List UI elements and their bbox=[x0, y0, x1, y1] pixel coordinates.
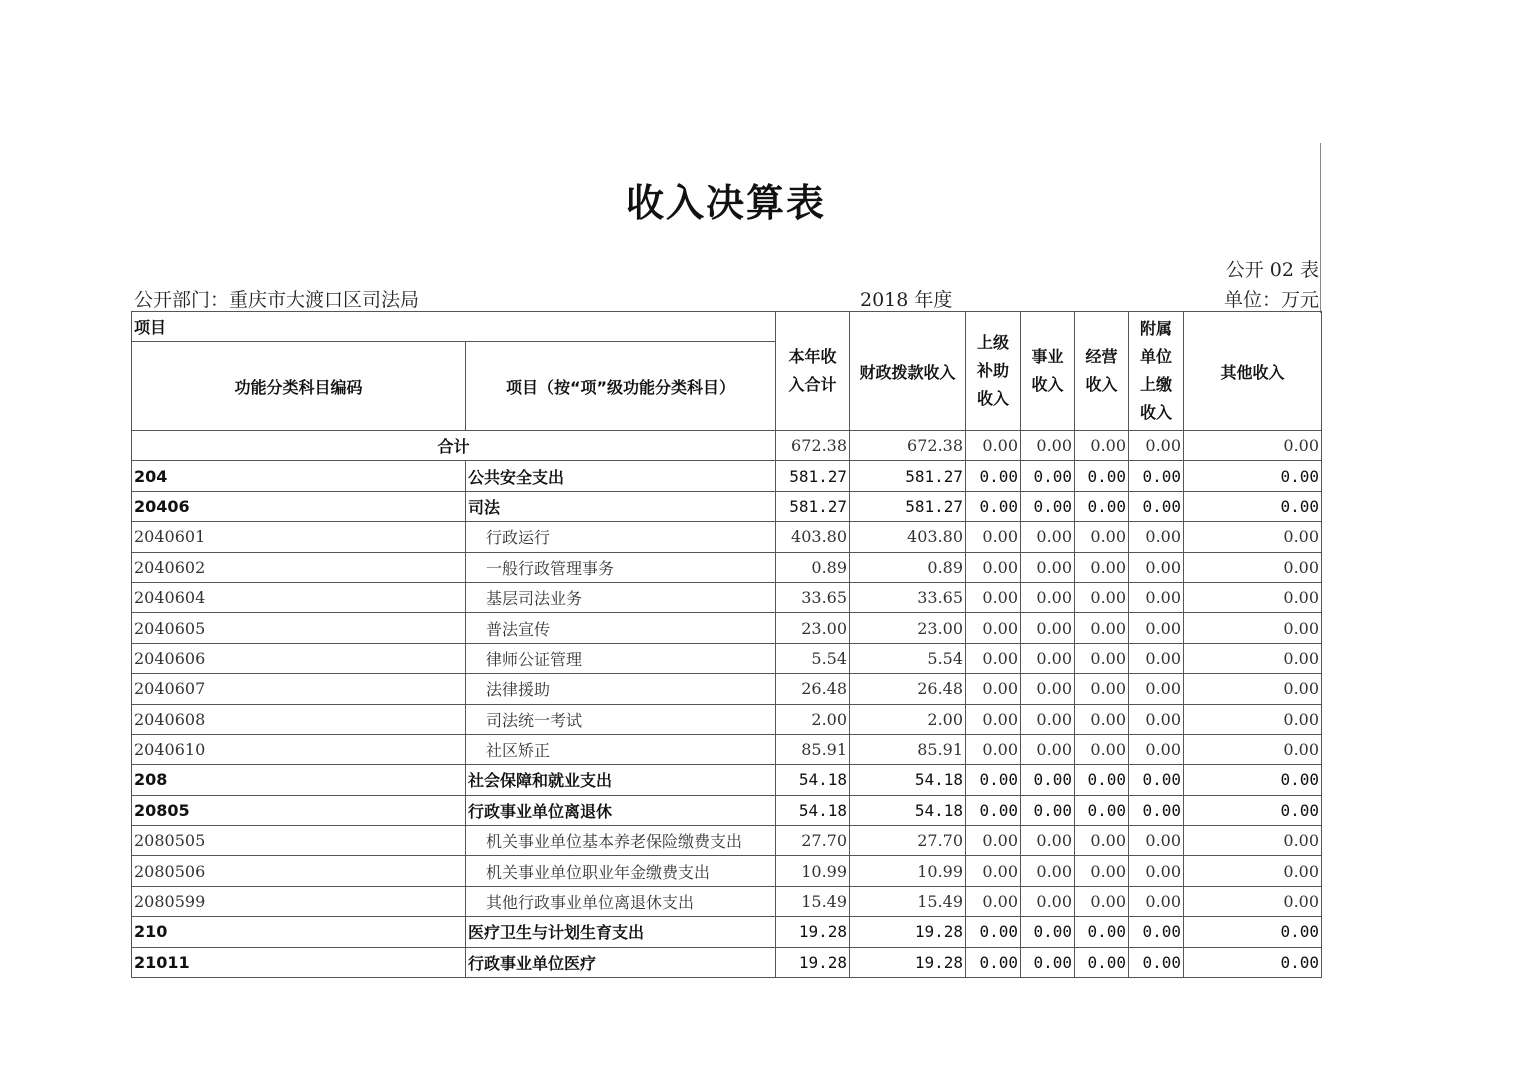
row-value: 0.00 bbox=[1021, 734, 1075, 764]
total-cell: 672.38 bbox=[776, 431, 850, 461]
row-name: 社会保障和就业支出 bbox=[466, 765, 776, 795]
row-code: 2040610 bbox=[132, 734, 466, 764]
row-value: 0.00 bbox=[1075, 491, 1129, 521]
row-value: 0.00 bbox=[966, 917, 1021, 947]
row-value: 0.00 bbox=[1021, 795, 1075, 825]
table-row bbox=[132, 582, 1322, 612]
row-code: 2080599 bbox=[132, 886, 466, 916]
row-value: 0.00 bbox=[1184, 491, 1322, 521]
header-operating-income: 经营收入 bbox=[1075, 312, 1129, 431]
total-cell: 0.00 bbox=[1184, 431, 1322, 461]
total-label: 合计 bbox=[132, 431, 776, 461]
header-superior-subsidy: 上级补助收入 bbox=[966, 312, 1021, 431]
table-row bbox=[132, 643, 1322, 673]
row-value: 5.54 bbox=[850, 643, 966, 673]
row-value: 0.00 bbox=[1184, 947, 1322, 977]
row-value: 0.00 bbox=[1075, 734, 1129, 764]
table-row bbox=[132, 765, 1322, 795]
row-value: 15.49 bbox=[776, 886, 850, 916]
row-value: 0.89 bbox=[850, 552, 966, 582]
row-value: 0.00 bbox=[1184, 582, 1322, 612]
row-value: 0.00 bbox=[966, 795, 1021, 825]
row-value: 26.48 bbox=[850, 674, 966, 704]
row-code: 2040601 bbox=[132, 522, 466, 552]
row-name: 司法统一考试 bbox=[466, 704, 776, 734]
row-value: 0.00 bbox=[966, 643, 1021, 673]
row-value: 5.54 bbox=[776, 643, 850, 673]
row-value: 0.00 bbox=[966, 491, 1021, 521]
header-fiscal-income: 财政拨款收入 bbox=[850, 312, 966, 431]
row-value: 10.99 bbox=[776, 856, 850, 886]
row-value: 0.00 bbox=[1129, 826, 1184, 856]
row-value: 0.00 bbox=[966, 704, 1021, 734]
row-value: 26.48 bbox=[776, 674, 850, 704]
total-cell: 0.00 bbox=[1021, 431, 1075, 461]
fiscal-year: 2018 年度 bbox=[860, 289, 953, 311]
row-value: 0.00 bbox=[1075, 522, 1129, 552]
row-value: 0.00 bbox=[1021, 917, 1075, 947]
row-value: 19.28 bbox=[776, 947, 850, 977]
row-code: 20406 bbox=[132, 491, 466, 521]
row-code: 21011 bbox=[132, 947, 466, 977]
row-value: 0.00 bbox=[966, 582, 1021, 612]
row-value: 0.00 bbox=[966, 674, 1021, 704]
row-value: 0.00 bbox=[1129, 856, 1184, 886]
row-name: 机关事业单位职业年金缴费支出 bbox=[466, 856, 776, 886]
page-edge-line bbox=[1320, 143, 1321, 313]
row-value: 0.00 bbox=[1075, 674, 1129, 704]
row-value: 0.00 bbox=[1021, 704, 1075, 734]
row-value: 0.00 bbox=[1075, 704, 1129, 734]
header-affiliated-income: 附属单位上缴收入 bbox=[1129, 312, 1184, 431]
row-code: 2040606 bbox=[132, 643, 466, 673]
table-row bbox=[132, 795, 1322, 825]
row-value: 0.00 bbox=[1021, 613, 1075, 643]
row-value: 0.00 bbox=[966, 734, 1021, 764]
row-name: 社区矫正 bbox=[466, 734, 776, 764]
row-value: 0.00 bbox=[1129, 704, 1184, 734]
form-number: 公开 02 表 bbox=[1225, 259, 1319, 281]
table-row bbox=[132, 704, 1322, 734]
row-code: 2040608 bbox=[132, 704, 466, 734]
table-row bbox=[132, 552, 1322, 582]
row-value: 0.00 bbox=[1075, 917, 1129, 947]
row-value: 0.00 bbox=[1184, 461, 1322, 491]
row-value: 0.00 bbox=[1075, 765, 1129, 795]
row-value: 0.00 bbox=[1129, 613, 1184, 643]
row-value: 0.00 bbox=[1184, 522, 1322, 552]
row-value: 0.00 bbox=[1021, 552, 1075, 582]
row-value: 0.00 bbox=[1184, 765, 1322, 795]
row-value: 0.00 bbox=[1184, 734, 1322, 764]
row-value: 19.28 bbox=[850, 917, 966, 947]
row-name: 行政事业单位离退休 bbox=[466, 795, 776, 825]
total-cell: 0.00 bbox=[966, 431, 1021, 461]
row-value: 54.18 bbox=[850, 795, 966, 825]
row-value: 23.00 bbox=[850, 613, 966, 643]
row-value: 0.00 bbox=[1075, 643, 1129, 673]
row-value: 0.00 bbox=[1021, 582, 1075, 612]
row-name: 律师公证管理 bbox=[466, 643, 776, 673]
total-row bbox=[132, 431, 1322, 461]
row-value: 0.00 bbox=[966, 765, 1021, 795]
row-value: 0.00 bbox=[1184, 552, 1322, 582]
row-name: 公共安全支出 bbox=[466, 461, 776, 491]
row-value: 0.00 bbox=[966, 461, 1021, 491]
row-value: 0.00 bbox=[1021, 522, 1075, 552]
row-name: 基层司法业务 bbox=[466, 582, 776, 612]
row-value: 0.00 bbox=[1129, 765, 1184, 795]
table-row bbox=[132, 826, 1322, 856]
row-value: 85.91 bbox=[776, 734, 850, 764]
table-row bbox=[132, 674, 1322, 704]
table-row bbox=[132, 886, 1322, 916]
row-value: 0.00 bbox=[1129, 461, 1184, 491]
row-code: 2040604 bbox=[132, 582, 466, 612]
header-business-income: 事业收入 bbox=[1021, 312, 1075, 431]
row-value: 0.00 bbox=[1075, 856, 1129, 886]
page-title: 收入决算表 bbox=[625, 181, 826, 225]
income-table bbox=[131, 311, 1322, 978]
header-project-group: 项目 bbox=[132, 312, 776, 342]
row-value: 0.00 bbox=[1021, 461, 1075, 491]
row-value: 0.00 bbox=[1075, 795, 1129, 825]
row-value: 581.27 bbox=[850, 491, 966, 521]
row-value: 19.28 bbox=[850, 947, 966, 977]
row-value: 0.00 bbox=[1184, 643, 1322, 673]
total-cell: 0.00 bbox=[1075, 431, 1129, 461]
row-code: 2040607 bbox=[132, 674, 466, 704]
row-value: 0.00 bbox=[1129, 734, 1184, 764]
row-value: 0.00 bbox=[1075, 947, 1129, 977]
table-row bbox=[132, 856, 1322, 886]
row-name: 一般行政管理事务 bbox=[466, 552, 776, 582]
row-value: 0.00 bbox=[1075, 886, 1129, 916]
row-value: 0.00 bbox=[1129, 795, 1184, 825]
row-value: 0.00 bbox=[1021, 947, 1075, 977]
header-total-income: 本年收入合计 bbox=[776, 312, 850, 431]
row-value: 0.00 bbox=[966, 856, 1021, 886]
row-value: 27.70 bbox=[850, 826, 966, 856]
row-code: 2040605 bbox=[132, 613, 466, 643]
total-cell: 0.00 bbox=[1129, 431, 1184, 461]
row-value: 0.00 bbox=[1129, 491, 1184, 521]
table-row bbox=[132, 917, 1322, 947]
table-row bbox=[132, 613, 1322, 643]
row-code: 2080506 bbox=[132, 856, 466, 886]
row-value: 27.70 bbox=[776, 826, 850, 856]
row-value: 0.00 bbox=[966, 522, 1021, 552]
row-name: 司法 bbox=[466, 491, 776, 521]
row-code: 208 bbox=[132, 765, 466, 795]
row-value: 0.00 bbox=[966, 947, 1021, 977]
header-other-income: 其他收入 bbox=[1184, 312, 1322, 431]
unit-label: 单位：万元 bbox=[1223, 289, 1319, 311]
row-value: 0.00 bbox=[966, 552, 1021, 582]
row-value: 33.65 bbox=[850, 582, 966, 612]
row-code: 204 bbox=[132, 461, 466, 491]
row-name: 行政事业单位医疗 bbox=[466, 947, 776, 977]
row-value: 0.00 bbox=[1129, 917, 1184, 947]
department-label: 公开部门：重庆市大渡口区司法局 bbox=[134, 289, 420, 311]
row-value: 0.00 bbox=[966, 826, 1021, 856]
row-value: 0.00 bbox=[1184, 674, 1322, 704]
row-name: 机关事业单位基本养老保险缴费支出 bbox=[466, 826, 776, 856]
row-value: 0.00 bbox=[1184, 826, 1322, 856]
row-name: 其他行政事业单位离退休支出 bbox=[466, 886, 776, 916]
row-value: 581.27 bbox=[776, 461, 850, 491]
row-value: 581.27 bbox=[850, 461, 966, 491]
row-value: 2.00 bbox=[776, 704, 850, 734]
table-row bbox=[132, 522, 1322, 552]
row-value: 403.80 bbox=[850, 522, 966, 552]
row-value: 0.00 bbox=[1184, 886, 1322, 916]
row-value: 0.00 bbox=[1129, 886, 1184, 916]
row-value: 0.00 bbox=[1075, 582, 1129, 612]
row-value: 0.00 bbox=[1184, 795, 1322, 825]
row-value: 0.00 bbox=[1075, 826, 1129, 856]
row-value: 0.00 bbox=[1075, 552, 1129, 582]
table-row bbox=[132, 734, 1322, 764]
table-row bbox=[132, 461, 1322, 491]
row-code: 20805 bbox=[132, 795, 466, 825]
row-value: 0.00 bbox=[1184, 613, 1322, 643]
row-value: 33.65 bbox=[776, 582, 850, 612]
row-value: 10.99 bbox=[850, 856, 966, 886]
row-value: 0.00 bbox=[1021, 674, 1075, 704]
row-value: 15.49 bbox=[850, 886, 966, 916]
row-value: 0.00 bbox=[1184, 704, 1322, 734]
row-value: 0.00 bbox=[1129, 522, 1184, 552]
row-code: 2040602 bbox=[132, 552, 466, 582]
row-code: 210 bbox=[132, 917, 466, 947]
row-value: 0.00 bbox=[1184, 917, 1322, 947]
row-value: 0.00 bbox=[1021, 856, 1075, 886]
row-name: 行政运行 bbox=[466, 522, 776, 552]
header-code: 功能分类科目编码 bbox=[132, 342, 466, 431]
row-value: 0.00 bbox=[1129, 643, 1184, 673]
row-value: 0.00 bbox=[1021, 643, 1075, 673]
row-value: 2.00 bbox=[850, 704, 966, 734]
row-value: 0.00 bbox=[1021, 886, 1075, 916]
row-value: 0.00 bbox=[1075, 613, 1129, 643]
row-value: 0.00 bbox=[966, 613, 1021, 643]
row-value: 0.00 bbox=[1021, 765, 1075, 795]
row-value: 0.89 bbox=[776, 552, 850, 582]
row-value: 581.27 bbox=[776, 491, 850, 521]
table-row bbox=[132, 947, 1322, 977]
row-value: 54.18 bbox=[776, 765, 850, 795]
row-name: 法律援助 bbox=[466, 674, 776, 704]
row-value: 19.28 bbox=[776, 917, 850, 947]
row-value: 0.00 bbox=[1129, 947, 1184, 977]
row-value: 85.91 bbox=[850, 734, 966, 764]
row-value: 54.18 bbox=[850, 765, 966, 795]
row-value: 0.00 bbox=[1021, 491, 1075, 521]
row-value: 0.00 bbox=[966, 886, 1021, 916]
row-value: 23.00 bbox=[776, 613, 850, 643]
row-name: 普法宣传 bbox=[466, 613, 776, 643]
row-value: 403.80 bbox=[776, 522, 850, 552]
row-value: 0.00 bbox=[1075, 461, 1129, 491]
total-cell: 672.38 bbox=[850, 431, 966, 461]
row-value: 0.00 bbox=[1129, 552, 1184, 582]
row-value: 54.18 bbox=[776, 795, 850, 825]
row-value: 0.00 bbox=[1021, 826, 1075, 856]
row-value: 0.00 bbox=[1184, 856, 1322, 886]
table-row bbox=[132, 491, 1322, 521]
row-value: 0.00 bbox=[1129, 582, 1184, 612]
row-code: 2080505 bbox=[132, 826, 466, 856]
row-value: 0.00 bbox=[1129, 674, 1184, 704]
row-name: 医疗卫生与计划生育支出 bbox=[466, 917, 776, 947]
header-name: 项目（按“项”级功能分类科目） bbox=[466, 342, 776, 431]
